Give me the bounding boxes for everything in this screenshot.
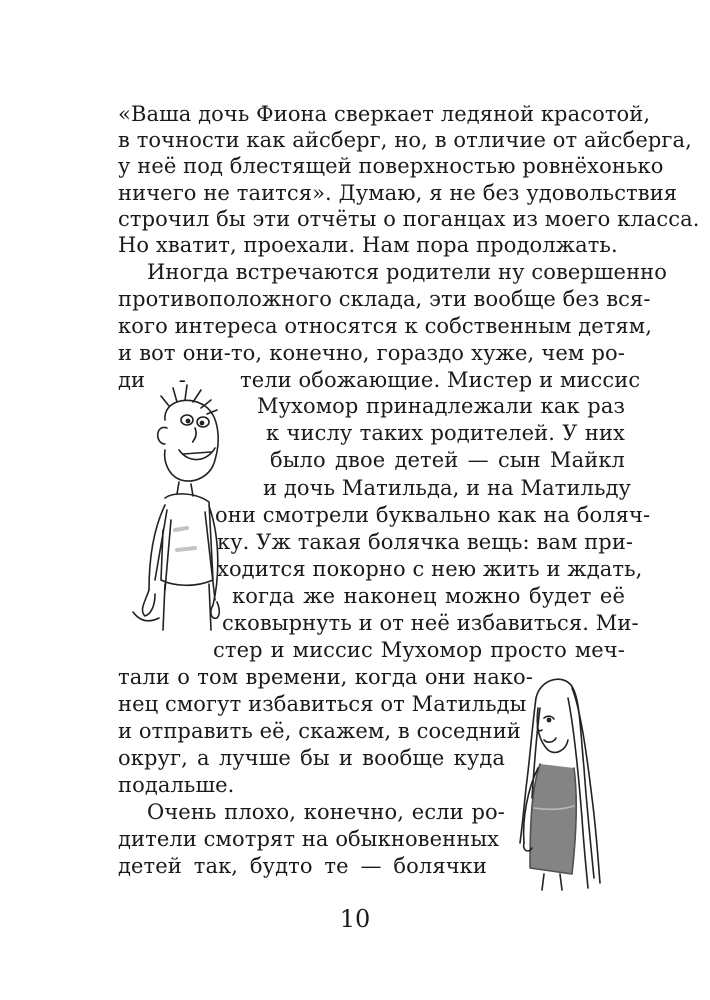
text-line-13: к числу таких родителей. У них [266,421,625,445]
text-line-11b: тели обожающие. Мистер и миссис [240,368,641,392]
text-line-27: Очень плохо, конечно, если ро- [147,800,505,824]
text-line-3: у неё под блестящей поверхностью ровнёхонько [118,154,664,178]
text-line-8: противоположного склада, эти вообще без вся- [118,287,651,311]
text-line-12: Мухомор принадлежали как раз [257,394,625,418]
boy-illustration [125,380,240,640]
text-line-1: «Ваша дочь Фиона сверкает ледяной красотой, [118,102,651,126]
text-line-20: сковырнуть и от неё избавиться. Ми- [222,611,639,635]
text-line-23: нец смогут избавиться от Матильды [118,692,527,716]
text-line-29: детей так, будто те — болячки [118,854,487,878]
text-line-2: в точности как айсберг, но, в отличие от айсберга, [118,128,692,152]
text-line-26: подальше. [118,773,235,797]
text-line-15: и дочь Матильда, и на Матильду [263,476,632,500]
text-line-28: дители смотрят на обыкновенных [118,827,500,851]
text-line-22: тали о том времени, когда они нако- [118,665,533,689]
text-line-16: они смотрели буквально как на боляч- [215,503,651,527]
page-number: 10 [339,905,371,933]
text-line-18: ходится покорно с нею жить и ждать, [217,557,643,581]
text-line-9: кого интереса относятся к собственным детям, [118,314,652,338]
text-line-14: было двое детей — сын Майкл [270,448,625,472]
text-line-17: ку. Уж такая болячка вещь: вам при- [217,530,634,554]
girl-illustration [508,668,608,893]
text-line-19: когда же наконец можно будет её [232,584,625,608]
text-line-6: Но хватит, проехали. Нам пора продолжать. [118,233,618,257]
text-line-25: округ, а лучше бы и вообще куда [118,746,505,770]
text-line-4: ничего не таится». Думаю, я не без удовольствия [118,181,678,205]
text-line-24: и отправить её, скажем, в соседний [118,719,521,743]
text-line-11a: ди - [118,368,186,392]
text-line-21: стер и миссис Мухомор просто меч- [213,638,625,662]
text-line-10: и вот они-то, конечно, гораздо хуже, чем ро- [118,341,625,365]
text-line-7: Иногда встречаются родители ну совершенно [147,260,668,284]
text-line-5: строчил бы эти отчёты о поганцах из моего класса. [118,207,700,231]
